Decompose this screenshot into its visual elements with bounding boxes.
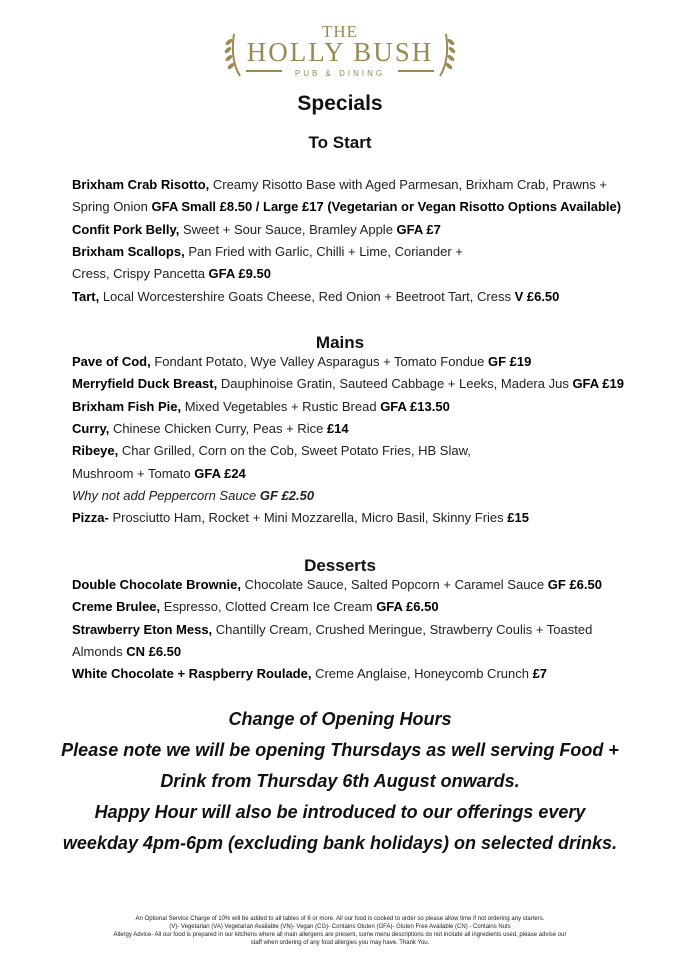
page-title: Specials (297, 92, 383, 115)
knife-icon (396, 66, 436, 76)
item-name-or-price: Brixham Fish Pie, (72, 398, 182, 414)
item-name-or-price: Ribeye, (72, 443, 119, 459)
menu-line (72, 421, 349, 437)
item-name-or-price: V £6.50 (514, 288, 560, 304)
item-name-or-price: GFA £24 (194, 465, 246, 481)
item-name-or-price: £14 (326, 420, 349, 436)
menu-line (72, 376, 624, 392)
item-description: Prosciutto Ham, Rocket + Mini Mozzarella, Micro Basil, Skinny Fries (108, 510, 508, 526)
menu-line (72, 443, 471, 459)
section-heading-mains: Mains (315, 333, 365, 352)
item-description: Why not add Peppercorn Sauce (72, 487, 260, 503)
menu-line (72, 622, 592, 638)
menu-line (72, 510, 529, 526)
fine-print-line: staff when ordering of any food allergies you may have. Thank You. (250, 940, 430, 946)
item-name-or-price: Curry, (72, 420, 110, 436)
item-name-or-price: GFA £19 (572, 376, 624, 392)
fine-print-line: Allergy Advice- All our food is prepared in our kitchens where all main allergens are present, some menu descriptions do not include all ingredients used, please advise our (113, 932, 567, 938)
item-name-or-price: GF £19 (488, 354, 532, 369)
fork-icon (244, 66, 284, 76)
menu-line (72, 177, 607, 193)
item-description: Mixed Vegetables + Rustic Bread (181, 398, 381, 414)
item-description: Pan Fried with Garlic, Chilli + Lime, Coriander + (184, 243, 463, 259)
menu-line (72, 199, 621, 215)
logo-the: THE (321, 22, 359, 41)
menu-line (72, 577, 602, 593)
section-heading-start: To Start (308, 133, 372, 152)
item-description: Spring Onion (72, 199, 152, 215)
item-description: Mushroom + Tomato (72, 465, 195, 481)
logo-subtitle: PUB & DINING (294, 69, 386, 78)
menu-line (72, 222, 441, 238)
item-name-or-price: Strawberry Eton Mess, (72, 621, 213, 637)
item-name-or-price: Brixham Scallops, (72, 243, 185, 259)
item-description: Fondant Potato, Wye Valley Asparagus + Tomato Fondue (150, 354, 488, 369)
menu-line (72, 289, 559, 305)
item-name-or-price: CN £6.50 (126, 643, 182, 659)
item-name-or-price: GFA £9.50 (208, 266, 271, 282)
fine-print-line: An Optional Service Charge of 10% will be added to all tables of 6 or more. All our food is cooked to order so please allow time if not ordering any starters. (135, 916, 545, 922)
item-name-or-price: White Chocolate + Raspberry Roulade, (72, 666, 312, 682)
notice-line: weekday 4pm-6pm (excluding bank holidays) on selected drinks. (62, 833, 618, 853)
notice-line: Please note we will be opening Thursdays as well serving Food + (61, 740, 619, 760)
item-name-or-price: Creme Brulee, (72, 599, 161, 615)
menu-line (72, 488, 314, 504)
item-description: Local Worcestershire Goats Cheese, Red Onion + Beetroot Tart, Cress (99, 288, 515, 304)
item-name-or-price: Brixham Crab Risotto, (72, 177, 210, 192)
item-name-or-price: Pizza- (72, 510, 109, 526)
item-name-or-price: GFA £13.50 (380, 398, 450, 414)
item-description: Cress, Crispy Pancetta (72, 266, 209, 282)
menu-line (72, 266, 271, 282)
item-name-or-price: Double Chocolate Brownie, (72, 577, 242, 592)
menu-line (72, 354, 531, 370)
item-name-or-price: £15 (507, 510, 529, 526)
item-name-or-price: Confit Pork Belly, (72, 221, 180, 237)
menu-line (72, 599, 439, 615)
item-description: Chocolate Sauce, Salted Popcorn + Caramel Sauce (241, 577, 548, 592)
menu-line (72, 666, 547, 682)
item-description: Creamy Risotto Base with Aged Parmesan, Brixham Crab, Prawns + (209, 177, 607, 192)
item-name-or-price: GF £2.50 (259, 487, 315, 503)
item-name-or-price: GFA Small £8.50 / Large £17 (Vegetarian or Vegan Risotto Options Available) (151, 199, 622, 215)
menu-line (72, 466, 246, 482)
item-description: Sweet + Sour Sauce, Bramley Apple (179, 221, 397, 237)
item-name-or-price: £7 (532, 666, 548, 682)
item-name-or-price: Merryfield Duck Breast, (72, 376, 218, 392)
menu-line (72, 644, 181, 660)
item-name-or-price: Pave of Cod, (72, 354, 151, 369)
item-description: Chinese Chicken Curry, Peas + Rice (109, 420, 327, 436)
notice-heading: Change of Opening Hours (228, 709, 452, 729)
wheat-right-icon (434, 30, 458, 78)
fine-print-line: (V)- Vegetarian (VA) Vegetarian Available (VN)- Vegan (CG)- Contains Gluten (GFA)- Gluten Free Available (CN) - Contains Nuts (169, 924, 511, 930)
holly-bush-logo (0, 22, 680, 84)
item-name-or-price: Tart, (72, 288, 100, 304)
item-description: Char Grilled, Corn on the Cob, Sweet Potato Fries, HB Slaw, (118, 443, 471, 459)
item-name-or-price: GF £6.50 (547, 577, 602, 592)
menu-line (72, 399, 450, 415)
item-description: Dauphinoise Gratin, Sauteed Cabbage + Leeks, Madera Jus (217, 376, 573, 392)
notice-line: Happy Hour will also be introduced to our offerings every (94, 802, 586, 822)
wheat-left-icon (222, 30, 246, 78)
item-description: Chantilly Cream, Crushed Meringue, Strawberry Coulis + Toasted (212, 621, 593, 637)
notice-line: Drink from Thursday 6th August onwards. (160, 771, 520, 791)
logo-name: HOLLY BUSH (246, 37, 434, 67)
section-heading-desserts: Desserts (304, 556, 376, 575)
item-description: Almonds (72, 643, 127, 659)
item-description: Espresso, Clotted Cream Ice Cream (160, 599, 377, 615)
item-name-or-price: GFA £7 (396, 221, 441, 237)
menu-line (72, 244, 463, 260)
item-name-or-price: GFA £6.50 (376, 599, 439, 615)
item-description: Creme Anglaise, Honeycomb Crunch (311, 666, 533, 682)
